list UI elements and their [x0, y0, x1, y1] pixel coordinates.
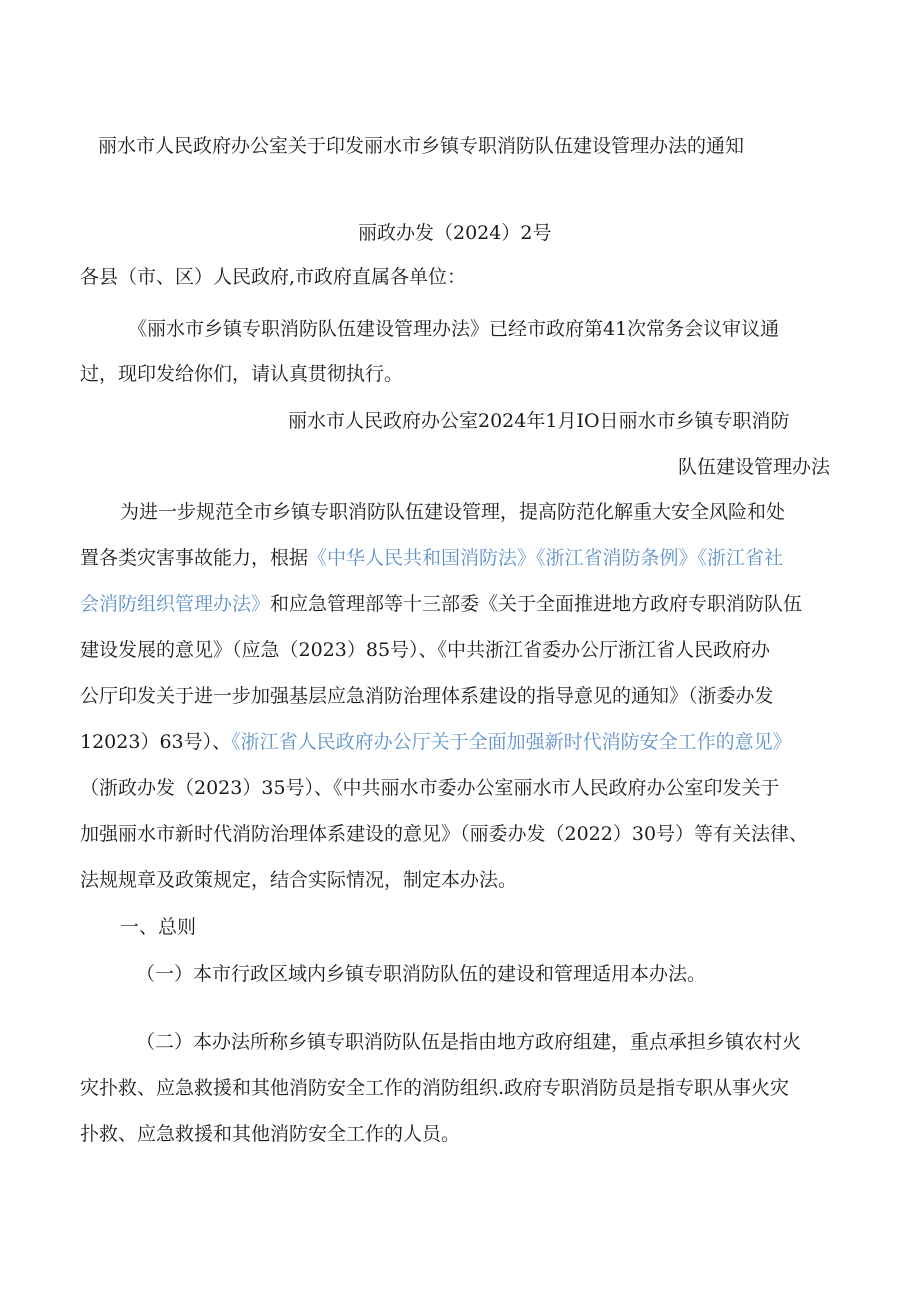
addressee: 各县（市、区）人民政府,市政府直属各单位：	[80, 266, 467, 288]
notice-line-2: 过，现印发给你们，请认真贯彻执行。	[80, 363, 404, 385]
preamble-text: 和应急管理部等十三部委《关于全面推进地方政府专职消防队伍	[270, 593, 803, 615]
law-reference-link[interactable]: 《中华人民共和国消防法》《浙江省消防条例》《浙江省社	[308, 547, 784, 569]
issuer-line-1: 丽水市人民政府办公室2024年1月IO日丽水市乡镇专职消防	[288, 410, 790, 432]
notice-line-1: 《丽水市乡镇专职消防队伍建设管理办法》已经市政府第41次常务会议审议通	[128, 318, 780, 340]
preamble-line-4: 建设发展的意见》（应急（2023）85号）、《中共浙江省委办公厅浙江省人民政府办	[80, 639, 771, 661]
preamble-line-5: 公厅印发关于进一步加强基层应急消防治理体系建设的指导意见的通知》（浙委办发	[80, 685, 774, 707]
preamble-line-2	[80, 545, 783, 571]
preamble-line-1: 为进一步规范全市乡镇专职消防队伍建设管理，提高防范化解重大安全风险和处	[120, 501, 786, 523]
policy-reference-link[interactable]: 《浙江省人民政府办公厅关于全面加强新时代消防安全工作的意见》	[231, 731, 792, 753]
preamble-line-8: 加强丽水市新时代消防治理体系建设的意见》（丽委办发（2022）30号）等有关法律、	[80, 823, 809, 845]
clause-1: （一）本市行政区域内乡镇专职消防队伍的建设和管理适用本办法。	[136, 963, 707, 985]
preamble-line-6	[80, 729, 792, 755]
preamble-line-3	[80, 591, 802, 617]
clause-2-line-2: 灾扑救、应急救援和其他消防安全工作的消防组织.政府专职消防员是指专职从事火灾	[80, 1077, 790, 1099]
issuer-line-2: 队伍建设管理办法	[678, 456, 831, 478]
clause-2-line-3: 扑救、应急救援和其他消防安全工作的人员。	[80, 1123, 461, 1145]
preamble-text: 12023）63号）、	[80, 731, 232, 753]
document-title: 丽水市人民政府办公室关于印发丽水市乡镇专职消防队伍建设管理办法的通知	[98, 135, 745, 157]
preamble-line-7: （浙政办发（2023）35号）、《中共丽水市委办公室丽水市人民政府办公室印发关于	[80, 777, 780, 799]
clause-2-line-1: （二）本办法所称乡镇专职消防队伍是指由地方政府组建，重点承担乡镇农村火	[136, 1031, 802, 1053]
section-heading-general: 一、总则	[120, 916, 197, 938]
preamble-line-9: 法规规章及政策规定，结合实际情况，制定本办法。	[80, 869, 518, 891]
law-reference-link[interactable]: 会消防组织管理办法》	[80, 593, 271, 615]
preamble-text: 置各类灾害事故能力，根据	[80, 547, 309, 569]
document-number: 丽政办发（2024）2号	[358, 222, 552, 244]
